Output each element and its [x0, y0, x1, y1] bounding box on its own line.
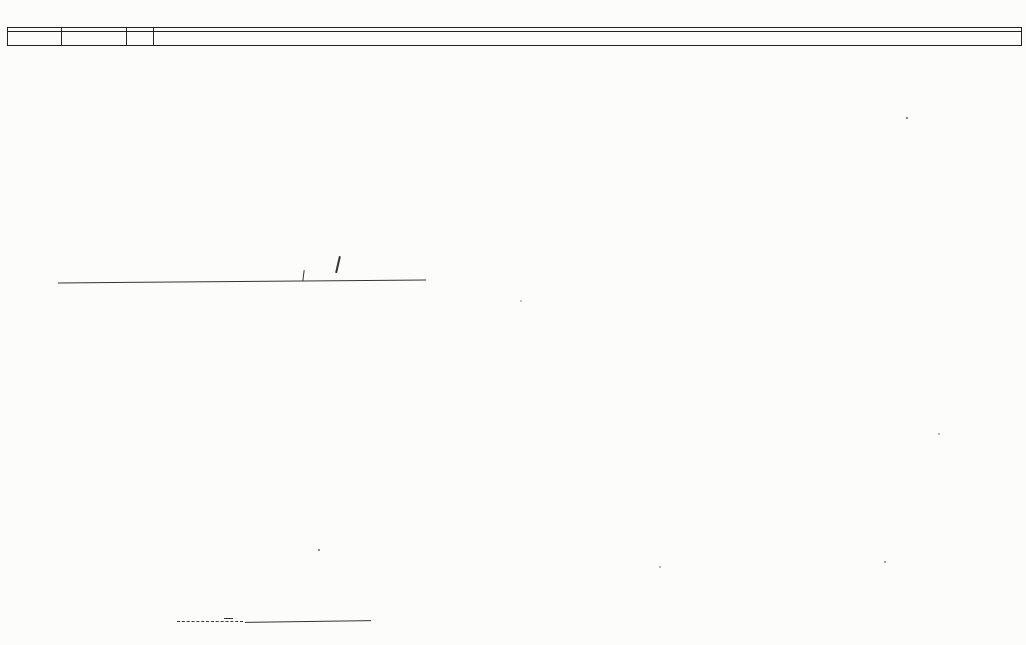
pen-stroke: [302, 270, 305, 281]
header-divider-left-edge: [7, 27, 8, 46]
header-rule-top-inner: [7, 31, 1022, 32]
header-divider-ordinaz: [126, 27, 127, 46]
pen-dash: [224, 618, 233, 619]
scan-speck: [520, 300, 522, 302]
header-divider-modif: [61, 27, 62, 46]
scan-speck: [906, 117, 908, 119]
pen-stroke: [335, 256, 340, 273]
scan-speck: [659, 566, 661, 568]
header-divider-quant: [153, 27, 154, 46]
pen-underline-guarnizione: [245, 620, 371, 623]
scan-speck: [938, 433, 940, 435]
scan-speck: [884, 561, 886, 563]
pen-underline-guarnizione-dotted: [177, 617, 243, 622]
header-rule-bottom: [7, 45, 1022, 46]
header-divider-right-edge: [1021, 27, 1022, 46]
header-rule-top-outer: [7, 27, 1022, 28]
scan-speck: [318, 549, 320, 551]
pen-underline-row-582101: [58, 280, 426, 284]
